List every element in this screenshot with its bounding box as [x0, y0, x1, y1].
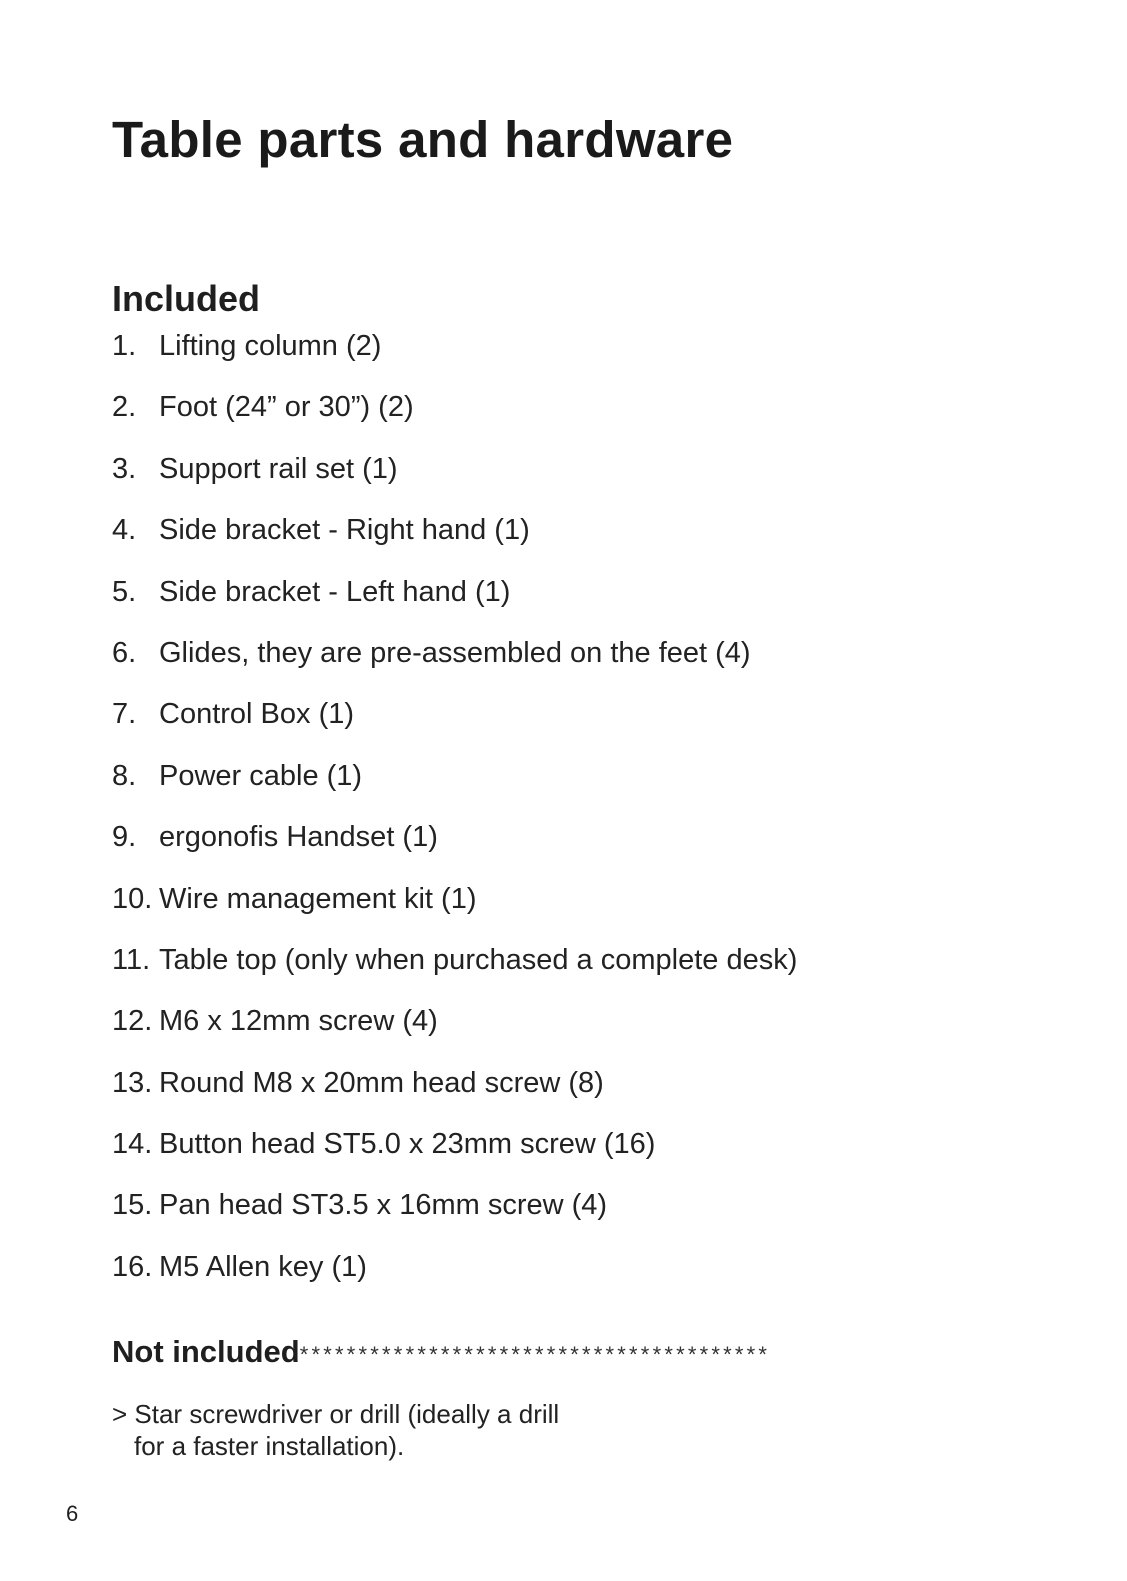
- list-item-number: 1.: [112, 330, 137, 362]
- list-item-number: 2.: [112, 391, 137, 424]
- list-item: [112, 1185, 797, 1246]
- list-item-text: Support rail set (1): [159, 452, 398, 485]
- not-included-header: [112, 1330, 1012, 1374]
- list-item-number: 9.: [112, 821, 137, 854]
- list-item: [112, 1124, 797, 1185]
- note-line-1: > Star screwdriver or drill (ideally a drill: [112, 1399, 560, 1429]
- list-item-number: 15.: [112, 1189, 153, 1222]
- list-item-text: ergonofis Handset (1): [159, 821, 438, 854]
- list-item-number: 13.: [112, 1066, 153, 1099]
- parts-list: [112, 326, 797, 1308]
- list-item: [112, 756, 797, 817]
- list-item-number: 11.: [112, 943, 151, 976]
- list-item-text: Button head ST5.0 x 23mm screw (16): [159, 1128, 656, 1161]
- list-item-text: Wire management kit (1): [159, 882, 477, 915]
- list-item-text: Side bracket - Right hand (1): [159, 514, 530, 547]
- list-item: [112, 1063, 797, 1124]
- star-divider: ****************************************: [299, 1342, 771, 1367]
- list-item-number: 14.: [112, 1128, 153, 1161]
- list-item: [112, 633, 797, 694]
- list-item-number: 8.: [112, 759, 137, 792]
- included-heading: Included: [112, 278, 261, 319]
- list-item: [112, 326, 797, 387]
- list-item-text: M6 x 12mm screw (4): [159, 1005, 438, 1038]
- list-item: [112, 879, 797, 940]
- list-item-text: Power cable (1): [159, 759, 363, 792]
- list-item-text: Control Box (1): [159, 698, 355, 731]
- list-item: [112, 817, 797, 878]
- list-item-number: 6.: [112, 636, 137, 669]
- list-item-text: Table top (only when purchased a complete desk): [159, 943, 798, 976]
- list-item-number: 7.: [112, 698, 137, 731]
- list-item-text: Pan head ST3.5 x 16mm screw (4): [159, 1189, 608, 1222]
- list-item-text: Lifting column (2): [159, 330, 382, 362]
- list-item-number: 4.: [112, 514, 137, 547]
- list-item: [112, 449, 797, 510]
- page-number: 6: [66, 1501, 79, 1526]
- not-included-heading: Not included: [112, 1334, 300, 1369]
- list-item-number: 12.: [112, 1005, 153, 1038]
- page-title: Table parts and hardware: [112, 111, 734, 168]
- list-item-text: Glides, they are pre-assembled on the feet (4): [159, 636, 751, 669]
- list-item: [112, 510, 797, 571]
- list-item: [112, 694, 797, 755]
- list-item-text: M5 Allen key (1): [159, 1250, 367, 1283]
- list-item: [112, 572, 797, 633]
- list-item-number: 5.: [112, 575, 137, 608]
- list-item-text: Round M8 x 20mm head screw (8): [159, 1066, 604, 1099]
- list-item: [112, 1001, 797, 1062]
- list-item: [112, 940, 797, 1001]
- list-item-text: Foot (24” or 30”) (2): [159, 391, 414, 424]
- list-item-number: 10.: [112, 882, 153, 915]
- note-line-2: for a faster installation).: [134, 1431, 405, 1461]
- list-item-text: Side bracket - Left hand (1): [159, 575, 511, 608]
- not-included-note: [112, 1398, 632, 1462]
- list-item-number: 3.: [112, 452, 137, 485]
- list-item-number: 16.: [112, 1250, 153, 1283]
- list-item: [112, 1247, 797, 1308]
- list-item: [112, 387, 797, 448]
